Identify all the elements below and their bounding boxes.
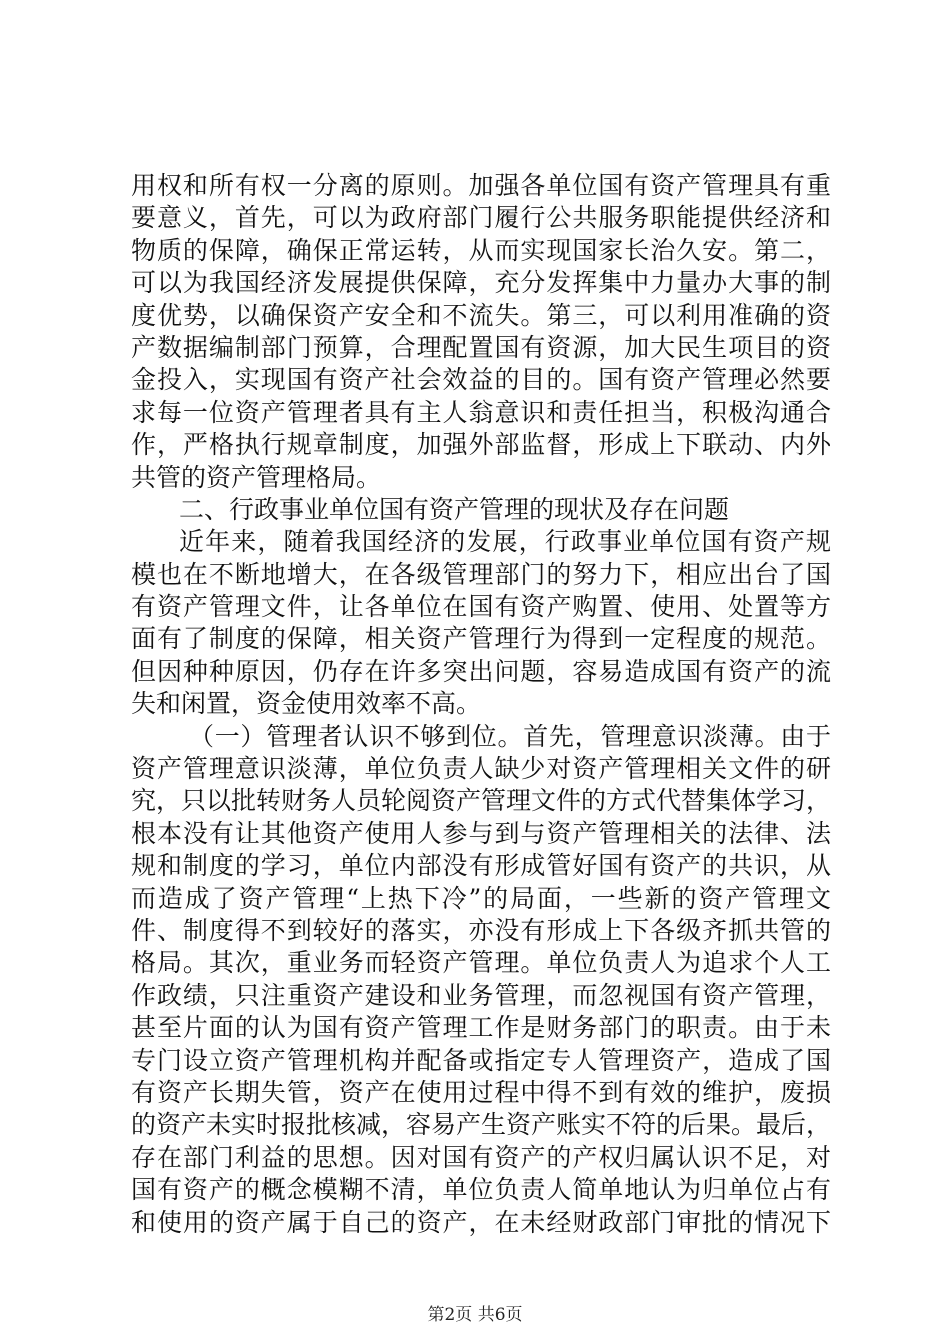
page-number-footer: 第2页 共6页	[427, 1305, 523, 1325]
text-line: （一）管理者认识不够到位。首先，管理意识淡薄。由于	[189, 721, 831, 751]
text-line: 甚至片面的认为国有资产管理工作是财务部门的职责。由于未	[131, 1013, 831, 1043]
text-line: 作，严格执行规章制度，加强外部监督，形成上下联动、内外	[131, 430, 831, 460]
text-line: 但因种种原因，仍存在许多突出问题，容易造成国有资产的流	[131, 656, 831, 686]
text-line: 究，只以批转财务人员轮阅资产管理文件的方式代替集体学习，	[131, 786, 832, 816]
text-line: 规和制度的学习，单位内部没有形成管好国有资产的共识，从	[131, 851, 831, 881]
text-line: 而造成了资产管理“上热下冷”的局面，一些新的资产管理文	[131, 883, 831, 913]
text-line: 近年来，随着我国经济的发展，行政事业单位国有资产规	[179, 527, 831, 557]
text-line: 国有资产的概念模糊不清，单位负责人简单地认为归单位占有	[131, 1175, 831, 1205]
text-line: 格局。其次，重业务而轻资产管理。单位负责人为追求个人工	[131, 948, 831, 978]
text-line: 面有了制度的保障，相关资产管理行为得到一定程度的规范。	[131, 624, 831, 654]
text-line: 失和闲置，资金使用效率不高。	[131, 689, 482, 719]
text-line: 物质的保障，确保正常运转，从而实现国家长治久安。第二，	[131, 235, 831, 265]
text-line: 产数据编制部门预算，合理配置国有资源，加大民生项目的资	[131, 332, 831, 362]
text-line: 和使用的资产属于自己的资产，在未经财政部门审批的情况下	[131, 1207, 831, 1237]
text-line: 存在部门利益的思想。因对国有资产的产权归属认识不足，对	[131, 1142, 831, 1172]
text-line: 资产管理意识淡薄，单位负责人缺少对资产管理相关文件的研	[131, 754, 831, 784]
body-text	[131, 170, 831, 1239]
text-line: 度优势，以确保资产安全和不流失。第三，可以利用准确的资	[131, 300, 831, 330]
text-line: 金投入，实现国有资产社会效益的目的。国有资产管理必然要	[131, 365, 831, 395]
text-line: 要意义，首先，可以为政府部门履行公共服务职能提供经济和	[131, 203, 831, 233]
text-line: 用权和所有权一分离的原则。加强各单位国有资产管理具有重	[131, 171, 831, 200]
text-line: 共管的资产管理格局。	[131, 462, 382, 492]
text-line: 模也在不断地增大，在各级管理部门的努力下，相应出台了国	[131, 559, 831, 589]
text-line: 根本没有让其他资产使用人参与到与资产管理相关的法律、法	[131, 818, 831, 848]
text-line: 有资产长期失管，资产在使用过程中得不到有效的维护，废损	[131, 1077, 831, 1107]
text-line: 作政绩，只注重资产建设和业务管理，而忽视国有资产管理，	[131, 980, 831, 1010]
text-line: 的资产未实时报批核减，容易产生资产账实不符的后果。最后，	[131, 1110, 832, 1140]
text-line: 有资产管理文件，让各单位在国有资产购置、使用、处置等方	[131, 592, 831, 622]
text-line: 求每一位资产管理者具有主人翁意识和责任担当，积极沟通合	[131, 397, 831, 427]
section-heading: 二、行政事业单位国有资产管理的现状及存在问题	[179, 494, 730, 524]
text-line: 可以为我国经济发展提供保障，充分发挥集中力量办大事的制	[131, 268, 831, 298]
text-line: 专门设立资产管理机构并配备或指定专人管理资产，造成了国	[131, 1045, 831, 1075]
text-line: 件、制度得不到较好的落实，亦没有形成上下各级齐抓共管的	[131, 915, 831, 945]
